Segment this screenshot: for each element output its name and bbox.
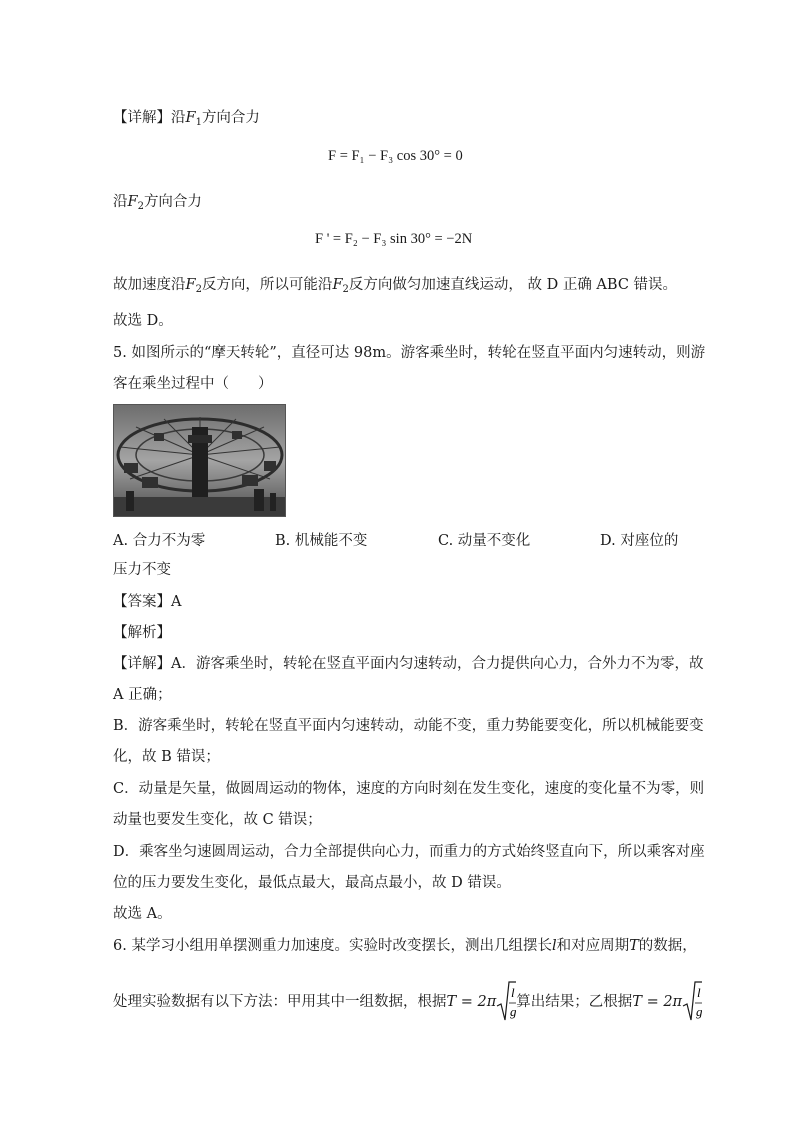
force-subscript: 2: [342, 284, 349, 295]
ferris-wheel-photo: [113, 404, 286, 517]
period-symbol: T: [629, 938, 639, 954]
q5-stem-line2: 客在乘坐过程中（ ）: [113, 376, 273, 392]
line3-part2: 反方向，所以可能沿: [201, 277, 333, 293]
detail-c-line2: 动量也要发生变化，故 C 错误；: [113, 812, 322, 828]
detail-a-line2: A 正确；: [113, 687, 172, 703]
answer-line: 【答案】A: [113, 594, 182, 610]
detail-c-line1: C．动量是矢量，做圆周运动的物体，速度的方向时刻在发生变化，速度的变化量不为零，则: [113, 781, 705, 797]
pendulum-formula-1: [447, 980, 517, 1024]
detail-d-line1: D．乘客坐匀速圆周运动，合力全部提供向心力，而重力的方式始终竖直向下，所以乘客对座: [113, 844, 705, 860]
detail-b-line2: 化，故 B 错误；: [113, 749, 220, 765]
q6-stem-line2: [113, 980, 702, 1024]
ferris-wheel-image: [114, 405, 285, 516]
force-subscript: 2: [195, 284, 202, 295]
sqrt-sign: [682, 980, 702, 1024]
option-b: B. 机械能不变: [275, 533, 368, 549]
line3-part3: 反方向做匀加速直线运动， 故 D 正确 ABC 错误。: [348, 277, 678, 293]
option-d: D. 对座位的: [600, 533, 679, 549]
force-symbol: F: [185, 277, 196, 293]
equation-2: F ' = F₂ − F₃ sin 30° = −2N: [315, 231, 473, 247]
force-symbol: F: [332, 277, 343, 293]
q6-line2-b: 算出结果；乙根据: [516, 994, 633, 1010]
option-d-continued: 压力不变: [113, 562, 171, 578]
q6-line2-a: 处理实验数据有以下方法：甲用其中一组数据，根据: [113, 994, 447, 1010]
detail-d-line2: 位的压力要发生变化，最低点最大，最高点最小，故 D 错误。: [113, 875, 511, 891]
force-subscript: 1: [195, 117, 202, 128]
line-2: [113, 192, 202, 212]
equation-1: F = F₁ − F₃ cos 30° = 0: [328, 148, 463, 164]
svg-text:g: g: [696, 1004, 703, 1019]
formula-text: T = 2π: [632, 994, 683, 1010]
sqrt-sign: [496, 980, 516, 1024]
q5-stem-line1: 5. 如图所示的“摩天转轮”，直径可达 98m。游客乘坐时，转轮在竖直平面内匀速转动，则游: [113, 345, 706, 361]
detail-b-line1: B．游客乘坐时，转轮在竖直平面内匀速转动，动能不变，重力势能要变化，所以机械能要变: [113, 718, 704, 734]
force-subscript: 2: [137, 201, 144, 212]
pendulum-formula-2: [632, 980, 702, 1024]
option-a: A. 合力不为零: [113, 533, 206, 549]
option-c: C. 动量不变化: [438, 533, 531, 549]
svg-text:g: g: [510, 1004, 517, 1019]
svg-text:l: l: [511, 985, 515, 1000]
q6-text-b: 和对应周期: [556, 938, 630, 954]
formula-text: T = 2π: [446, 994, 497, 1010]
analysis-heading: 【解析】: [113, 625, 171, 641]
line2-suffix: 方向合力: [143, 194, 202, 210]
force-symbol: F: [185, 110, 196, 126]
intro-suffix: 方向合力: [201, 110, 260, 126]
svg-text:l: l: [697, 985, 701, 1000]
q6-text-a: 6. 某学习小组用单摆测重力加速度。实验时改变摆长，测出几组摆长: [113, 938, 552, 954]
line-3: [113, 275, 677, 295]
line3-part1: 故加速度沿: [113, 277, 186, 293]
q6-stem-line1: [113, 936, 697, 956]
choose-a: 故选 A。: [113, 906, 172, 922]
intro-prefix: 【详解】沿: [113, 110, 186, 126]
force-symbol: F: [127, 194, 138, 210]
length-symbol: l: [551, 938, 557, 954]
q6-text-c: 的数据，: [638, 938, 697, 954]
detail-intro-line: [113, 108, 260, 128]
detail-a-line1: 【详解】A．游客乘坐时，转轮在竖直平面内匀速转动，合力提供向心力，合外力不为零，故: [113, 656, 704, 672]
line2-prefix: 沿: [113, 194, 128, 210]
choose-d: 故选 D。: [113, 313, 173, 329]
